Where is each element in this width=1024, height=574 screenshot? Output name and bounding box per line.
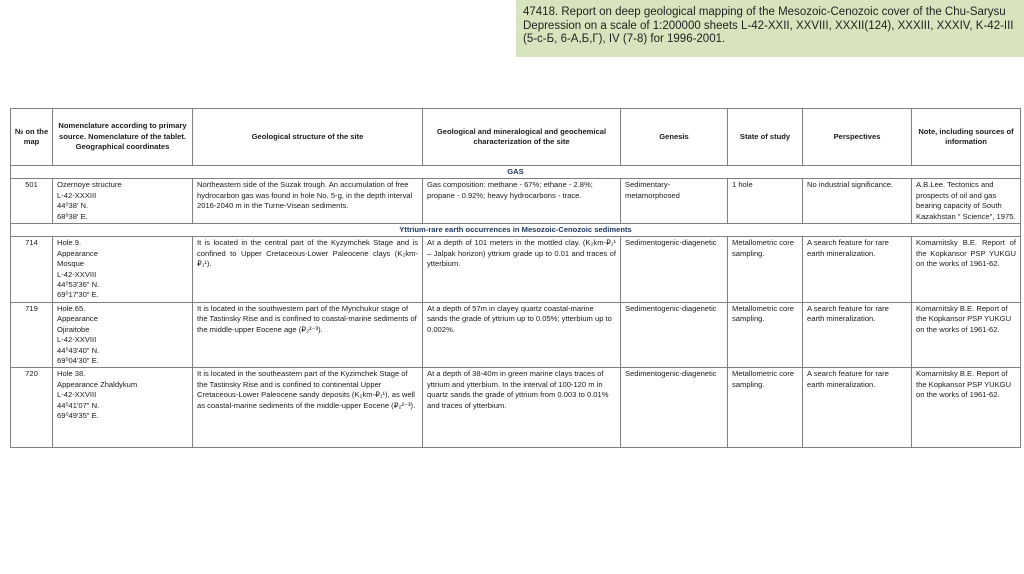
header-genesis: Genesis [621,109,728,166]
map-number: 719 [11,302,53,367]
nomenclature-line: L-42-XXVIII [57,269,97,279]
genesis-cell: Sedimentogenic-diagenetic [621,302,728,367]
state-cell: Metallometric core sampling. [728,237,803,302]
state-cell: Metallometric core sampling. [728,302,803,367]
structure-cell: It is located in the southwestern part of the Mynchukur stage of the Tastinsky Rise and is confined to coastal-marine sediments of the middle-upper Eocene age (₽₂²⁻³). [193,302,423,367]
nomenclature-line: Appearance [57,314,98,324]
report-table [10,108,1021,448]
characterization-cell: At a depth of 101 meters in the mottled clay. (K₂km-₽₁¹ – Jalpak horizon) yttrium grade up to 0.01 and traces of ytterbium. [423,237,621,302]
state-cell: 1 hole [728,179,803,224]
structure-cell: It is located in the central part of the Kyzymchek Stage and is confined to Upper Cretaceous-Lower Paleocene clays (K₂km-₽₁¹). [193,237,423,302]
header-characterization: Geological and mineralogical and geochemical characterization of the site [423,109,621,166]
nomenclature-line: 69⁰49′35" E. [57,410,99,420]
header-state-of-study: State of study [728,109,803,166]
nomenclature-line: Hole.9. [57,238,82,248]
structure-cell: It is located in the southeastern part of the Kyzimchek Stage of the Tastinsky Rise and is confined to continental Upper Cretaceous-Lower Paleocene sandy deposits (K₂km-₽₁¹), as well as coastal-marine sediments of the middle-upper Eocene (₽₂²⁻³). [193,368,423,448]
table-row [11,302,1021,367]
table-row [11,368,1021,448]
nomenclature-line: Mosque [57,259,85,269]
note-cell: Komarnitsky B.E. Report of the Kopkansor PSP YUKGU on the works of 1961-62. [912,302,1021,367]
genesis-cell: Sedimentogenic-diagenetic [621,368,728,448]
nomenclature-line: 44⁰41′07" N. [57,400,100,410]
nomenclature-line: L-42-XXVIII [57,335,97,345]
genesis-cell: Sedimentary-metamorphosed [621,179,728,224]
section-title-yttrium: Yttrium-rare earth occurrences in Mesozoic-Cenozoic sediments [11,224,1021,237]
header-perspectives: Perspectives [803,109,912,166]
nomenclature-line: 69⁰04′30" E. [57,355,99,365]
section-gas-row [11,166,1021,179]
header-nomenclature: Nomenclature according to primary source. Nomenclature of the tablet. Geographical coordinates [53,109,193,166]
section-title-gas: GAS [11,166,1021,179]
section-yttrium-row [11,224,1021,237]
map-number: 714 [11,237,53,302]
state-cell: Metallometric core sampling. [728,368,803,448]
table-row [11,237,1021,302]
table-row [11,179,1021,224]
perspectives-cell: A search feature for rare earth mineralization. [803,237,912,302]
characterization-cell: Gas composition: methane - 67%; ethane - 2.8%; propane - 0.92%; heavy hydrocarbons - trace. [423,179,621,224]
header-geological-structure: Geological structure of the site [193,109,423,166]
nomenclature-line: L-42-XXXIII [57,190,97,200]
nomenclature-line: Appearance Zhaldykum [57,379,138,389]
note-cell: Komarnitsky B.E. Report of the Kopkansor PSP YUKGU on the works of 1961-62. [912,368,1021,448]
nomenclature-cell [53,179,193,224]
nomenclature-cell [53,237,193,302]
header-row [11,109,1021,166]
map-number: 501 [11,179,53,224]
characterization-cell: At a depth of 38-40m in green marine clays traces of yttrium and ytterbium. In the interval of 100-120 m in quartz sands the grade of yttrium from 0.003 to 0.01% and traces of ytterbium. [423,368,621,448]
nomenclature-line: 68⁰38′ E. [57,211,88,221]
perspectives-cell: No industrial significance. [803,179,912,224]
nomenclature-line: Hole.65. [57,303,86,313]
header-map-number: № on the map [11,109,53,166]
characterization-cell: At a depth of 57m in clayey quartz coastal-marine sands the grade of yttrium up to 0.05%; ytterbium up to 0.002%. [423,302,621,367]
perspectives-cell: A search feature for rare earth mineralization. [803,368,912,448]
map-number: 720 [11,368,53,448]
nomenclature-line: 44⁰53′36" N. [57,280,100,290]
perspectives-cell: A search feature for rare earth mineralization. [803,302,912,367]
nomenclature-line: Hole 38. [57,369,86,379]
nomenclature-line: 44⁰43′40" N. [57,345,100,355]
nomenclature-line: L-42-XXVIII [57,390,97,400]
structure-cell: Northeastern side of the Suzak trough. An accumulation of free hydrocarbon gas was found in hole No. 5-g, in the depth interval 2016-2040 m in the Turne-Visean sediments. [193,179,423,224]
nomenclature-cell [53,368,193,448]
genesis-cell: Sedimentogenic-diagenetic [621,237,728,302]
nomenclature-line: Ozernoye structure [57,180,122,190]
nomenclature-cell [53,302,193,367]
nomenclature-line: 44⁰38′ N. [57,201,89,211]
nomenclature-line: Ojiraitobe [57,324,90,334]
note-cell: Komarnitsky B.E. Report of the Kopkansor PSP YUKGU on the works of 1961-62. [912,237,1021,302]
note-cell: A.B.Lee. Tectonics and prospects of oil and gas bearing capacity of South Kazakhstan " Science", 1975. [912,179,1021,224]
document-title: 47418. Report on deep geological mapping of the Mesozoic-Cenozoic cover of the Chu-Sarysu Depression on a scale of 1:200000 sheets L-42-XXII, XXVIII, XXXII(124), XXXIII, XXXIV, K-42-III (5-c-Б, 6-А,Б,Г), IV (7-8) for 1996-2001. [516,0,1024,57]
nomenclature-line: Appearance [57,248,98,258]
nomenclature-line: 69⁰17′30" E. [57,290,99,300]
header-note: Note, including sources of information [912,109,1021,166]
